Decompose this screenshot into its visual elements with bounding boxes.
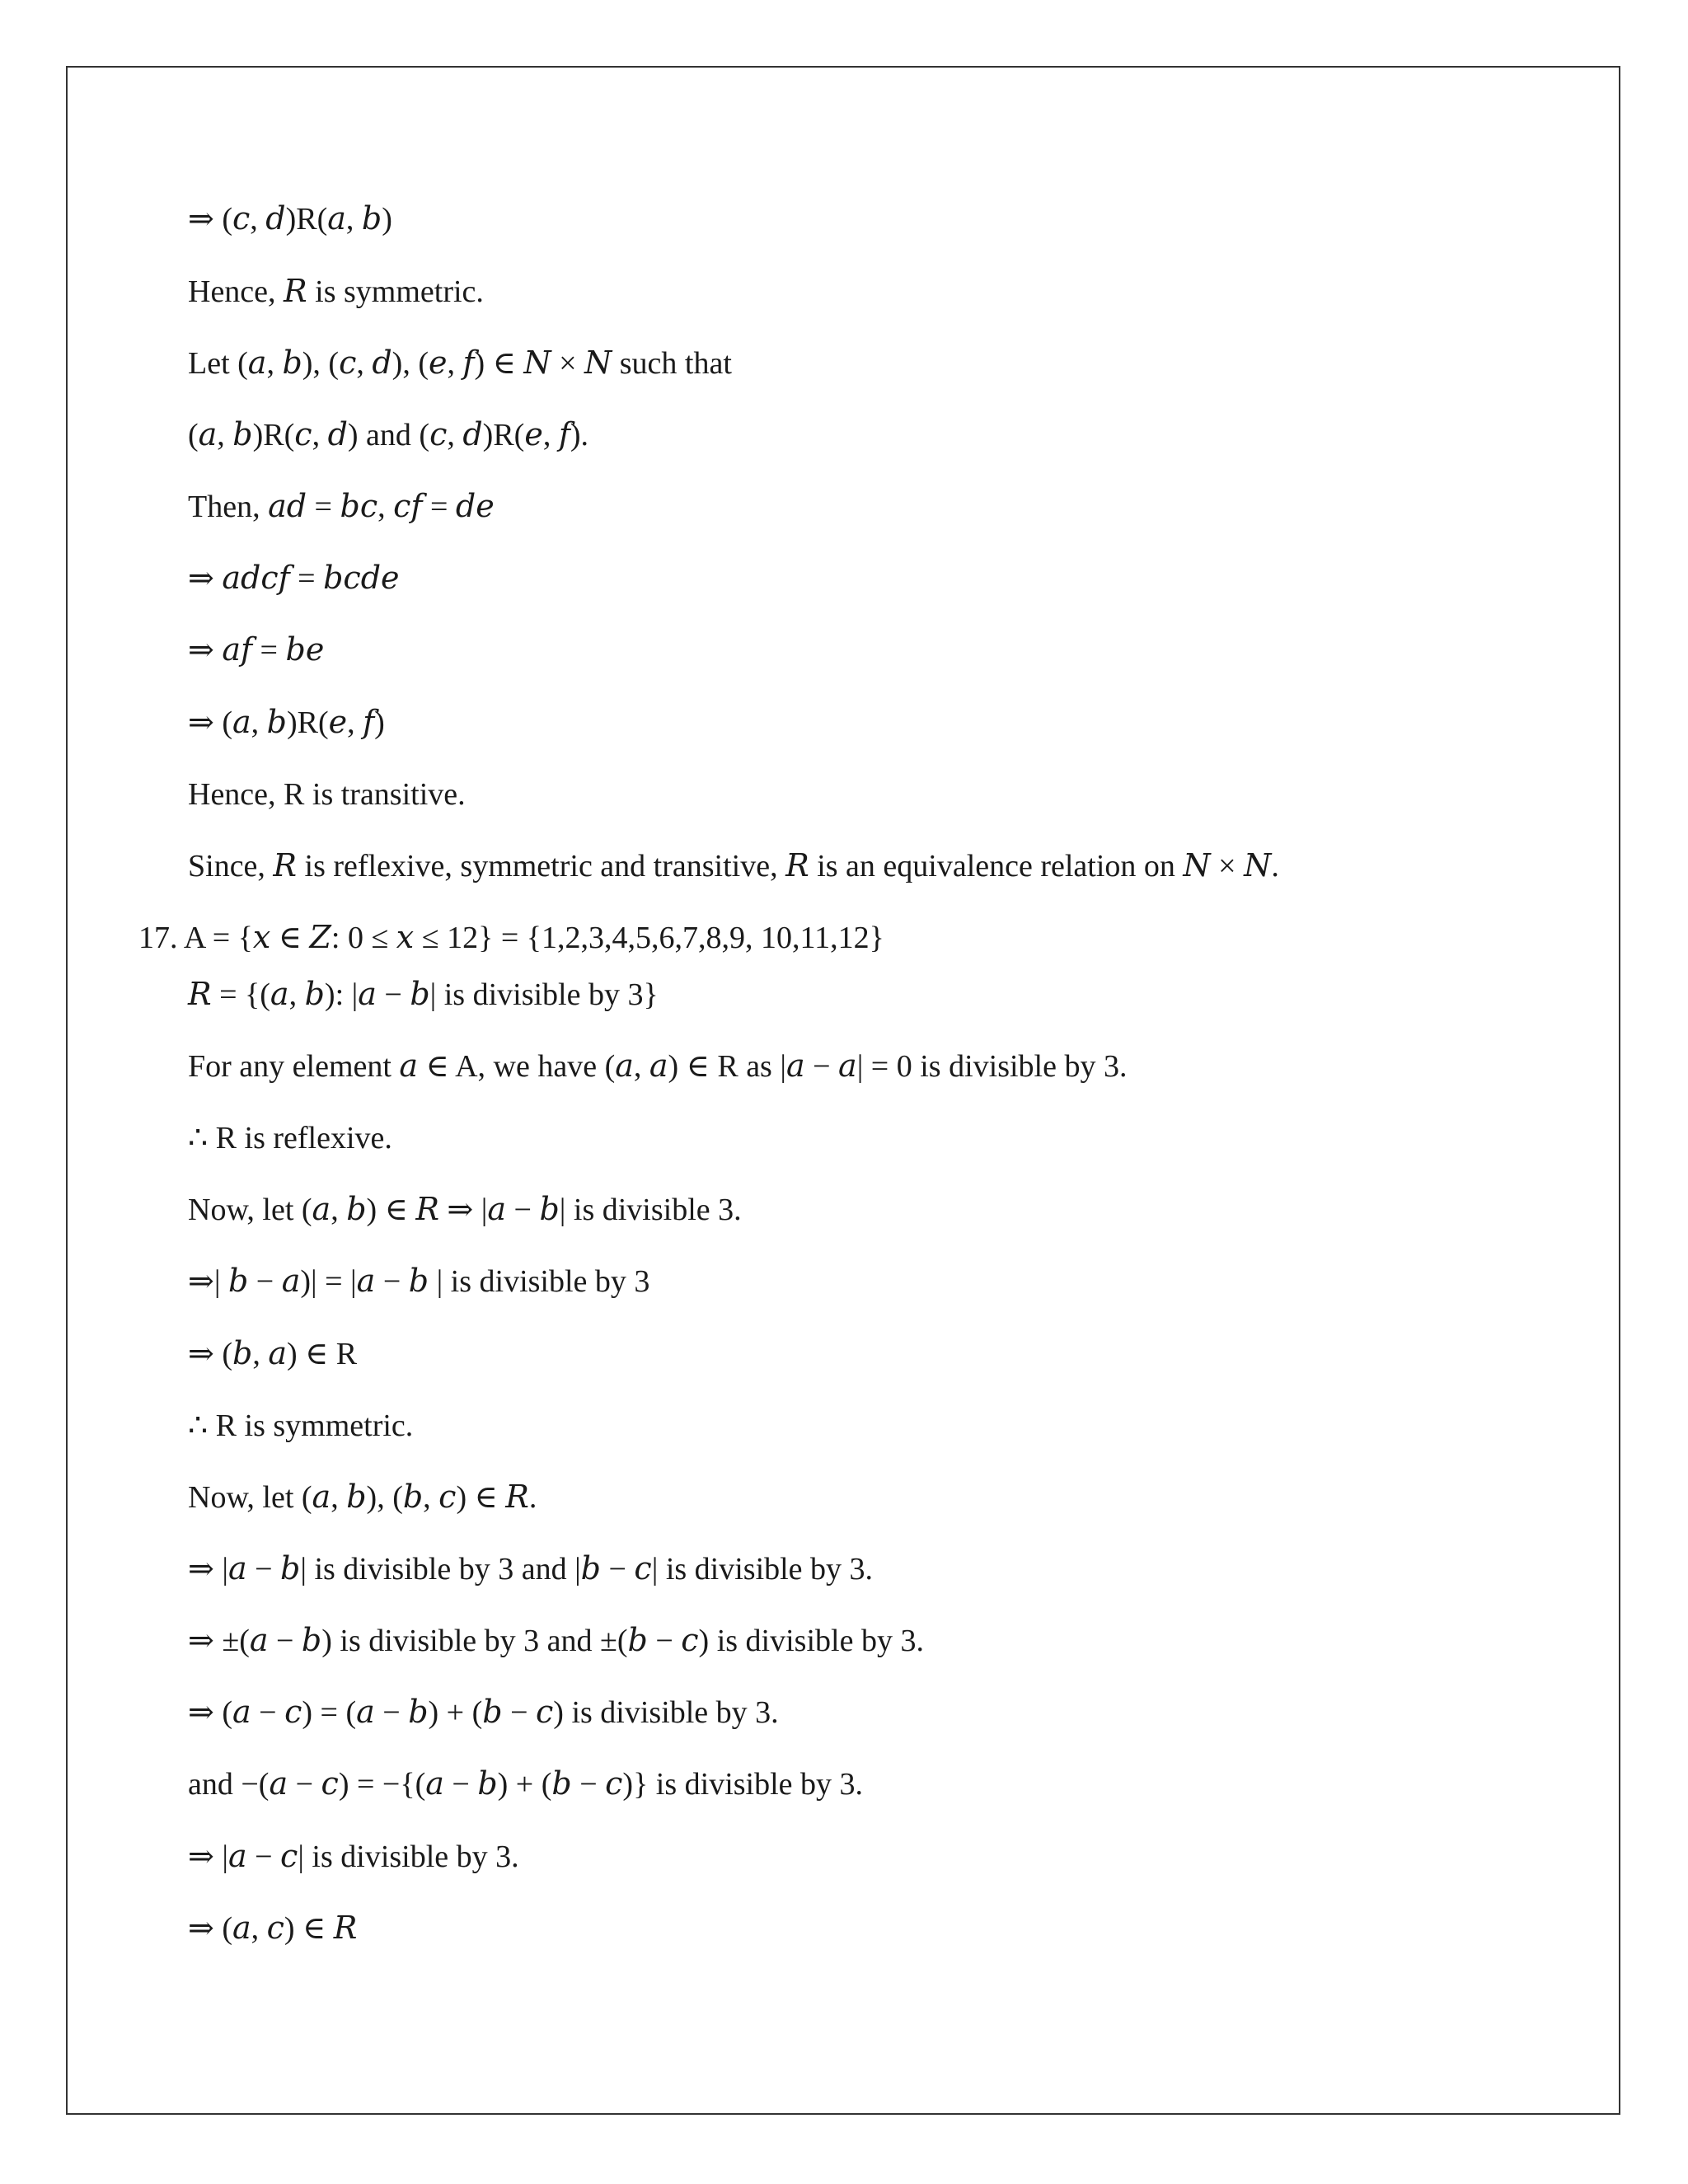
text-line: Hence, R is transitive. xyxy=(188,777,466,812)
text-line: ⇒ 𝑎𝑓 = 𝑏𝑒 xyxy=(188,633,325,668)
text-line: ⇒ (𝑎, 𝑐) ∈ 𝑅 xyxy=(188,1911,358,1946)
text-line: Since, 𝑅 is reflexive, symmetric and transitive, 𝑅 is an equivalence relation on 𝑁 × 𝑁. xyxy=(188,849,1279,883)
text-line: (𝑎, 𝑏)R(𝑐, 𝑑) and (𝑐, 𝑑)R(𝑒, 𝑓). xyxy=(188,418,589,452)
text-line: Now, let (𝑎, 𝑏), (𝑏, 𝑐) ∈ 𝑅. xyxy=(188,1480,537,1515)
text-line: ∴ R is reflexive. xyxy=(188,1121,392,1155)
text-line: ⇒ |𝑎 − 𝑏| is divisible by 3 and |𝑏 − 𝑐| is divisible by 3. xyxy=(188,1552,874,1586)
text-line: For any element 𝑎 ∈ A, we have (𝑎, 𝑎) ∈ R as |𝑎 − 𝑎| = 0 is divisible by 3. xyxy=(188,1049,1128,1084)
text-line: ⇒ (𝑎 − 𝑐) = (𝑎 − 𝑏) + (𝑏 − 𝑐) is divisible by 3. xyxy=(188,1695,779,1730)
text-line: ⇒| 𝑏 − 𝑎)| = |𝑎 − 𝑏 | is divisible by 3 xyxy=(188,1264,650,1299)
text-line: ⇒ (𝑏, 𝑎) ∈ R xyxy=(188,1337,358,1371)
text-line: ⇒ (𝑎, 𝑏)R(𝑒, 𝑓) xyxy=(188,705,385,740)
text-line: 𝑅 = {(𝑎, 𝑏): |𝑎 − 𝑏| is divisible by 3} xyxy=(188,977,659,1012)
text-line: ⇒ 𝑎𝑑𝑐𝑓 = 𝑏𝑐𝑑𝑒 xyxy=(188,561,400,596)
text-line: and −(𝑎 − 𝑐) = −{(𝑎 − 𝑏) + (𝑏 − 𝑐)} is divisible by 3. xyxy=(188,1767,864,1802)
text-line: Hence, 𝑅 is symmetric. xyxy=(188,274,484,309)
text-line: Then, 𝑎𝑑 = 𝑏𝑐, 𝑐𝑓 = 𝑑𝑒 xyxy=(188,490,495,524)
text-line: ⇒ |𝑎 − 𝑐| is divisible by 3. xyxy=(188,1840,519,1874)
text-line: Let (𝑎, 𝑏), (𝑐, 𝑑), (𝑒, 𝑓) ∈ 𝑁 × 𝑁 such that xyxy=(188,346,732,381)
question-heading: 17. A = {𝑥 ∈ 𝑍: 0 ≤ 𝑥 ≤ 12} = {1,2,3,4,5,6,7,8,9, 10,11,12} xyxy=(138,921,884,955)
text-line: ⇒ ±(𝑎 − 𝑏) is divisible by 3 and ±(𝑏 − 𝑐) is divisible by 3. xyxy=(188,1624,924,1658)
text-line: ∴ R is symmetric. xyxy=(188,1408,414,1443)
text-line: Now, let (𝑎, 𝑏) ∈ 𝑅 ⇒ |𝑎 − 𝑏| is divisible 3. xyxy=(188,1193,742,1227)
text-line: ⇒ (𝑐, 𝑑)R(𝑎, 𝑏) xyxy=(188,202,392,237)
